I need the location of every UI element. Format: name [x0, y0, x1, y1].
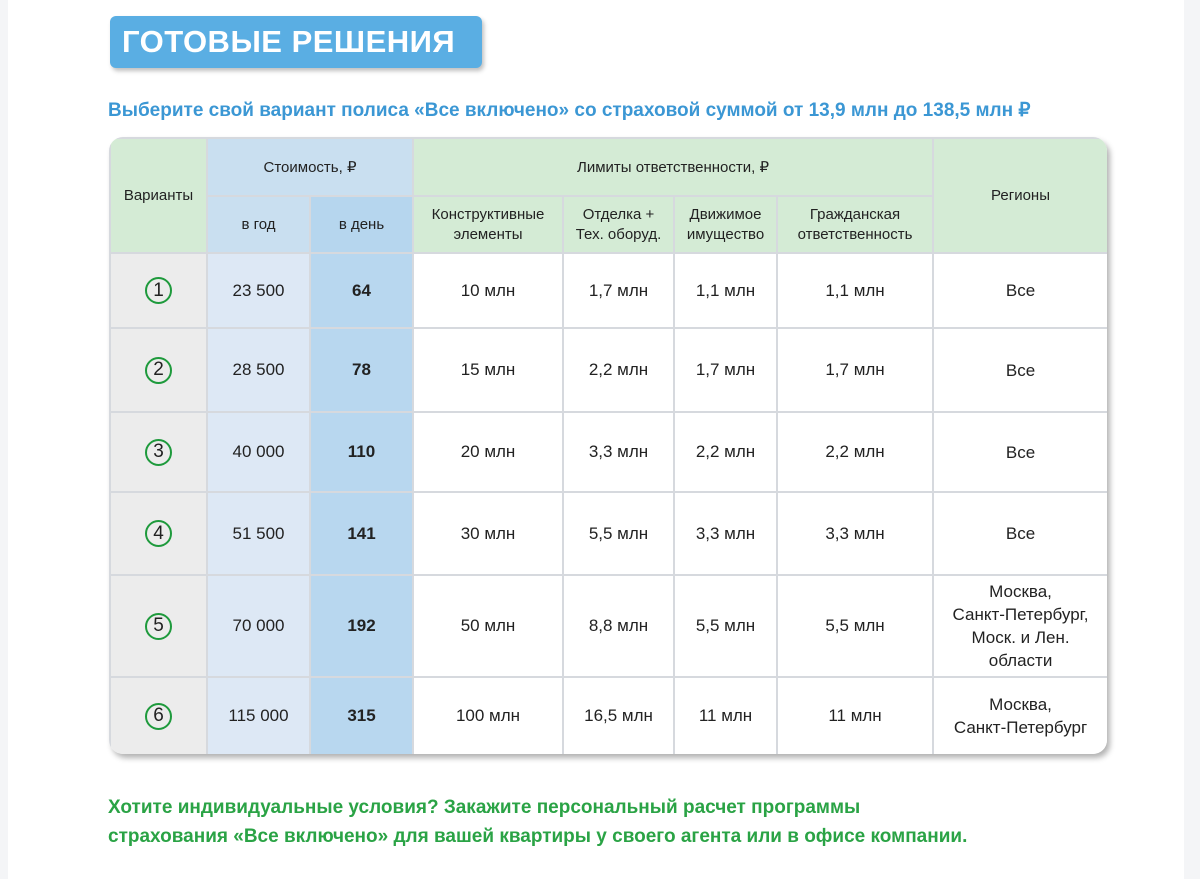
cost-per-year-cell: 23 500	[207, 253, 310, 328]
limit-civil-cell: 1,7 млн	[777, 328, 933, 412]
limit-movable-cell: 11 млн	[674, 677, 777, 754]
variant-number-badge: 2	[145, 357, 172, 384]
header-finish-line1: Отделка +	[582, 205, 655, 223]
header-civil	[777, 196, 933, 253]
header-regions: Регионы	[933, 138, 1107, 253]
limit-finish-cell: 5,5 млн	[563, 492, 674, 575]
cost-per-day-cell: 64	[310, 253, 413, 328]
cost-per-year-cell: 51 500	[207, 492, 310, 575]
limit-civil-cell: 3,3 млн	[777, 492, 933, 575]
header-limits: Лимиты ответственности, ₽	[413, 138, 933, 196]
region-cell	[933, 328, 1107, 412]
limit-finish-cell: 8,8 млн	[563, 575, 674, 677]
variant-number-badge: 1	[145, 277, 172, 304]
region-line: Санкт-Петербург,	[952, 605, 1089, 624]
limit-movable-cell: 2,2 млн	[674, 412, 777, 492]
header-cost: Стоимость, ₽	[207, 138, 413, 196]
pricing-table	[109, 137, 1107, 754]
variant-number-badge: 5	[145, 613, 172, 640]
limit-structural-cell: 100 млн	[413, 677, 563, 754]
region-line: Москва,	[989, 695, 1052, 714]
limit-structural-cell: 30 млн	[413, 492, 563, 575]
cost-per-day-cell: 78	[310, 328, 413, 412]
region-line: Все	[1005, 360, 1036, 380]
variant-cell	[110, 412, 207, 492]
limit-movable-cell: 1,7 млн	[674, 328, 777, 412]
region-cell	[933, 492, 1107, 575]
header-movable-line2: имущество	[686, 225, 765, 243]
variant-cell	[110, 677, 207, 754]
header-movable-line1: Движимое	[689, 205, 762, 223]
region-cell	[933, 677, 1107, 754]
cost-per-year-cell: 115 000	[207, 677, 310, 754]
limit-structural-cell: 20 млн	[413, 412, 563, 492]
variant-cell	[110, 328, 207, 412]
region-cell	[933, 412, 1107, 492]
region-line: Все	[1005, 524, 1036, 543]
header-per-day: в день	[310, 196, 413, 253]
footer-line-1: Хотите индивидуальные условия? Закажите персональный расчет программы	[108, 797, 861, 818]
cost-per-year-cell: 70 000	[207, 575, 310, 677]
region-line: Все	[1005, 442, 1036, 462]
limit-civil-cell: 5,5 млн	[777, 575, 933, 677]
header-structural	[413, 196, 563, 253]
variant-number-badge: 6	[145, 703, 172, 730]
table-row	[110, 492, 1107, 575]
table-row	[110, 328, 1107, 412]
limit-civil-cell: 11 млн	[777, 677, 933, 754]
table-body	[110, 253, 1107, 754]
page	[8, 0, 1184, 879]
table-row	[110, 677, 1107, 754]
header-variants: Варианты	[110, 138, 207, 253]
header-finish	[563, 196, 674, 253]
limit-finish-cell: 3,3 млн	[563, 412, 674, 492]
variant-number-badge: 3	[145, 439, 172, 466]
table-row	[110, 253, 1107, 328]
page-title: ГОТОВЫЕ РЕШЕНИЯ	[110, 16, 482, 68]
region-cell	[933, 253, 1107, 328]
limit-finish-cell: 16,5 млн	[563, 677, 674, 754]
cost-per-day-cell: 315	[310, 677, 413, 754]
cost-per-day-cell: 110	[310, 412, 413, 492]
footer-line-2: страхования «Все включено» для вашей квартиры у своего агента или в офисе компании.	[108, 826, 968, 847]
limit-movable-cell: 5,5 млн	[674, 575, 777, 677]
cost-per-year-cell: 40 000	[207, 412, 310, 492]
header-civil-line1: Гражданская	[809, 205, 901, 223]
limit-finish-cell: 1,7 млн	[563, 253, 674, 328]
region-line: Моск. и Лен.	[971, 628, 1070, 647]
header-structural-line2: элементы	[453, 225, 523, 243]
limit-structural-cell: 10 млн	[413, 253, 563, 328]
limit-civil-cell: 1,1 млн	[777, 253, 933, 328]
region-line: Москва,	[989, 582, 1052, 601]
cost-per-year-cell: 28 500	[207, 328, 310, 412]
header-civil-line2: ответственность	[797, 225, 913, 243]
pricing-table-container	[109, 137, 1107, 754]
subtitle: Выберите свой вариант полиса «Все включено» со страховой суммой от 13,9 млн до 138,5 млн ₽	[108, 100, 1031, 121]
limit-finish-cell: 2,2 млн	[563, 328, 674, 412]
header-movable	[674, 196, 777, 253]
variant-cell	[110, 253, 207, 328]
region-cell	[933, 575, 1107, 677]
variant-cell	[110, 575, 207, 677]
limit-movable-cell: 3,3 млн	[674, 492, 777, 575]
limit-structural-cell: 15 млн	[413, 328, 563, 412]
header-finish-line2: Тех. оборуд.	[575, 225, 662, 243]
region-line: области	[988, 651, 1053, 670]
limit-movable-cell: 1,1 млн	[674, 253, 777, 328]
cost-per-day-cell: 141	[310, 492, 413, 575]
variant-number-badge: 4	[145, 520, 172, 547]
limit-structural-cell: 50 млн	[413, 575, 563, 677]
table-row	[110, 575, 1107, 677]
footer-note	[108, 793, 1168, 851]
table-row	[110, 412, 1107, 492]
limit-civil-cell: 2,2 млн	[777, 412, 933, 492]
variant-cell	[110, 492, 207, 575]
region-line: Санкт-Петербург	[953, 718, 1088, 737]
cost-per-day-cell: 192	[310, 575, 413, 677]
header-per-year: в год	[207, 196, 310, 253]
region-line: Все	[1005, 281, 1036, 300]
header-structural-line1: Конструктивные	[431, 205, 545, 223]
